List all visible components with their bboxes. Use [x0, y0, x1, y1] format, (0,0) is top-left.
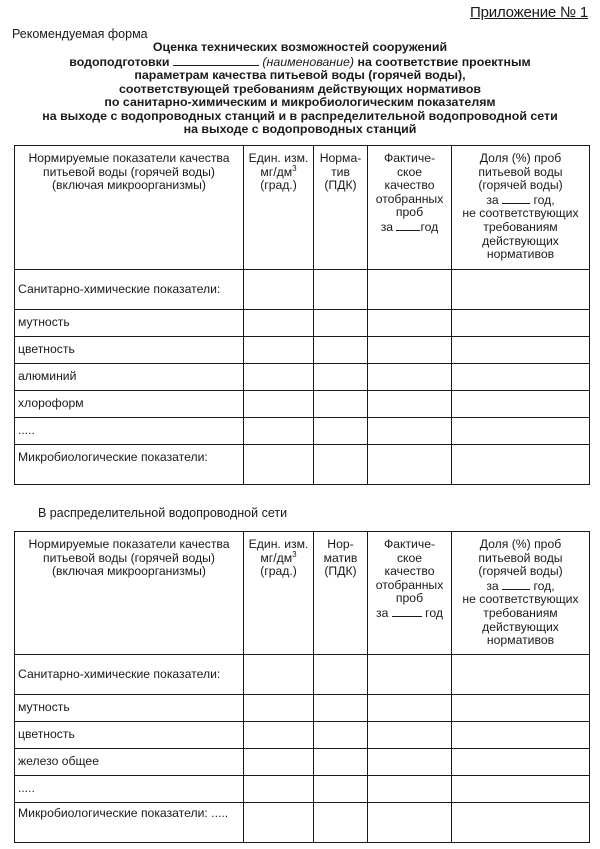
appendix-label: Приложение № 1 [470, 4, 588, 21]
row-label: Микробиологические показатели: [15, 445, 244, 485]
title-line-2-end: на соответствие проектным [357, 54, 531, 69]
facility-name-placeholder: (наименование) [262, 54, 355, 69]
table-row [15, 391, 590, 418]
stations-quality-table [14, 145, 590, 485]
title-line-4: соответствующей требованиям действующих нормативов [118, 81, 482, 96]
year-blank[interactable] [502, 579, 530, 590]
title-line-7: на выходе с водопроводных станций [183, 122, 417, 136]
title-line-6: на выходе с водопроводных станций и в распределительной водопроводной сети [42, 108, 558, 123]
document-title [10, 41, 590, 137]
row-label: цветность [15, 722, 244, 749]
header-actual-quality: Фактиче- ское качество отобранных проб за год [368, 146, 452, 270]
year-blank[interactable] [502, 193, 530, 204]
header-unit: Един. изм. $мг/дм^3$ (град.) [244, 532, 314, 655]
row-label: мутность [15, 695, 244, 722]
header-norm: Нор- матив (ПДК) [314, 532, 368, 655]
table-row [15, 418, 590, 445]
row-label: мутность [15, 310, 244, 337]
row-label: цветность [15, 337, 244, 364]
table-row [15, 749, 590, 776]
table-row [15, 445, 590, 485]
row-label: хлороформ [15, 391, 244, 418]
distribution-network-subheading: В распределительной водопроводной сети [38, 506, 288, 520]
table-row [15, 776, 590, 803]
row-label: ..... [15, 418, 244, 445]
year-blank[interactable] [392, 606, 422, 617]
recommended-form-label: Рекомендуемая форма [12, 27, 148, 41]
row-label: Микробиологические показатели: ..... [15, 803, 244, 843]
table-row [15, 803, 590, 843]
table-header-row [15, 146, 590, 270]
facility-name-blank[interactable] [173, 55, 259, 66]
title-line-5: по санитарно-химическим и микробиологическим показателям [104, 95, 496, 109]
row-label: ..... [15, 776, 244, 803]
title-line-2-start: водоподготовки [69, 54, 170, 69]
row-label: Санитарно-химические показатели: [15, 270, 244, 310]
table-row [15, 337, 590, 364]
row-label: алюминий [15, 364, 244, 391]
table-row [15, 310, 590, 337]
row-label: Санитарно-химические показатели: [15, 655, 244, 695]
year-blank[interactable] [396, 220, 420, 231]
header-noncompliant-share: Доля (%) проб питьевой воды (горячей воды) за год, не соответствующих требованиям действующих нормативов [452, 146, 590, 270]
header-actual-quality: Фактиче- ское качество отобранных проб за год [368, 532, 452, 655]
table-row [15, 695, 590, 722]
title-line-3: параметрам качества питьевой воды (горячей воды), [134, 68, 466, 82]
distribution-quality-table [14, 531, 590, 843]
header-unit: Един. изм. $мг/дм^3$ (град.) [244, 146, 314, 270]
header-indicator: Нормируемые показатели качества питьевой воды (горячей воды) (включая микроорганизмы) [15, 532, 244, 655]
header-noncompliant-share: Доля (%) проб питьевой воды (горячей воды) за год, не соответствующих требованиям действующих нормативов [452, 532, 590, 655]
table-row [15, 655, 590, 695]
title-line-2 [10, 55, 590, 70]
title-line-1: Оценка технических возможностей сооружений [152, 40, 448, 54]
table-row [15, 270, 590, 310]
row-label: железо общее [15, 749, 244, 776]
table-row [15, 364, 590, 391]
header-indicator: Нормируемые показатели качества питьевой воды (горячей воды) (включая микроорганизмы) [15, 146, 244, 270]
header-norm: Норма- тив (ПДК) [314, 146, 368, 270]
table-row [15, 722, 590, 749]
table-header-row [15, 532, 590, 655]
